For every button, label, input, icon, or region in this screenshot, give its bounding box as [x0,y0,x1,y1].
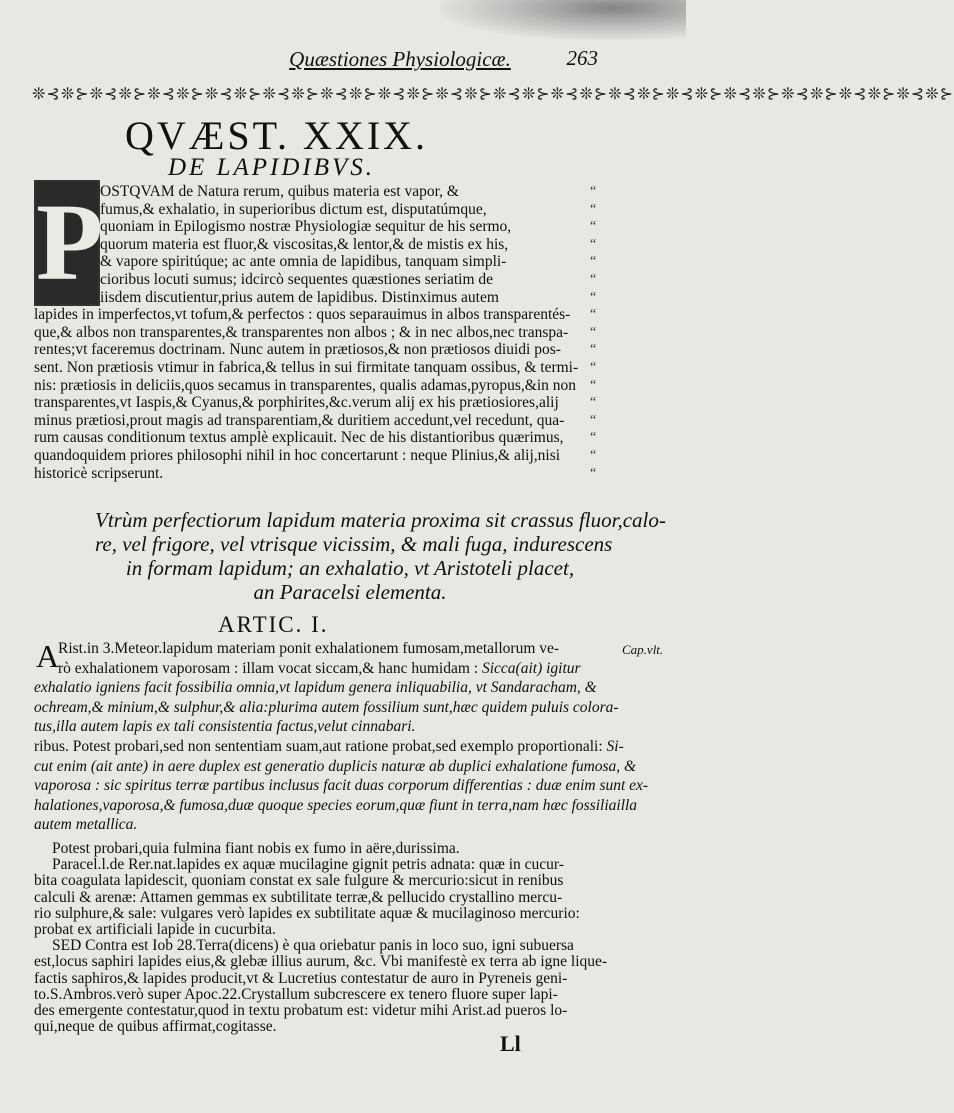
continuation-line: SED Contra est Iob 28.Terra(dicens) è qua oriebatur panis in loco suo, igni subuersa [52,937,574,955]
question-line: re, vel frigore, vel vtrisque vicissim, & mali fuga, indurescens [95,532,613,556]
margin-note: Cap.vlt. [622,642,664,657]
intro-line: sent. Non prætiosis vtimur in fabrica,& tellus in sui firmitate tanquam ossibus, & termi- [34,359,579,376]
intro-line: rum causas conditionum textus amplè explicauit. Nec de his distantioribus quærimus, [34,429,564,447]
intro-line: transparentes,vt Iaspis,& Cyanus,& porphirites,&c.verum alij ex his prætiosiores,alij [34,394,559,412]
signature-mark: Ll [500,1031,521,1056]
continuation-line: factis saphiros,& lapides producit,vt & Lucretius contestatur de auro in Pyreneis geni- [34,969,568,987]
margin-quote-mark: “ [590,377,597,393]
margin-quote-mark: “ [590,184,597,199]
margin-quote-mark: “ [590,307,597,323]
running-head-title: Quæstiones Physiologicæ. [289,47,511,71]
intro-line: minus prætiosi,prout magis ad transparentiam,& duritiem accedunt,vel recedunt, qua- [34,411,565,429]
article-heading: ARTIC. I. [218,612,329,637]
intro-line: quandoquidem priores philosophi nihil in hoc concertarunt : neque Plinius,& alij,nisi [34,447,561,464]
ornament-band: ❊⊰❊⊱❊⊰❊⊱❊⊰❊⊱❊⊰❊⊱❊⊰❊⊱❊⊰❊⊱❊⊰❊⊱❊⊰❊⊱❊⊰❊⊱❊⊰❊⊱❊⊰❊⊱❊⊰❊⊱❊⊰❊⊱❊⊰❊⊱❊⊰❊⊱❊⊰❊⊱ [32,86,954,103]
margin-quote-mark: “ [590,448,597,463]
drop-cap-initial: P [34,180,100,306]
article-italic-text: vaporosa : sic spiritus terræ partibus inclusus facit duas corporum differentias : duæ enim sunt ex- [34,777,649,795]
question-title: QVÆST. XXIX. [125,113,429,158]
continuation-line: est,locus saphiri lapides eius,& glebæ illius aurum, &c. Vbi manifestè ex terra ab igne lique- [34,953,608,971]
article-italic-text: ochream,& minium,& sulphur,& alia:plurima autem fossilium sunt,hæc quidem puluis colora- [34,698,619,716]
article-italic-text: halationes,vaporosa,& fumosa,duæ quoque species eorum,quæ fiunt in terra,nam hæc fossiliailla [34,796,638,814]
article-line [34,814,618,836]
intro-line: cioribus locuti sumus; idcircò sequentes quæstiones seriatim de [100,271,494,288]
question-subtitle: DE LAPIDIBVS. [168,154,376,181]
page-stain [440,0,686,40]
article-roman-text: Rist.in 3.Meteor.lapidum materiam ponit exhalationem fumosam,metallorum ve- [58,640,560,657]
margin-quote-mark: “ [590,360,597,375]
article-italic-text: Sicca(ait) igitur [481,659,581,677]
question-line: in formam lapidum; an exhalatio, vt Aristoteli placet, [125,556,575,580]
intro-line: que,& albos non transparentes,& transparentes non albos ; & in nec albos,nec transpa- [34,323,569,341]
margin-quote-mark: “ [590,236,597,252]
continuation-line: des emergente contestatur,quod in textu probatum est: videtur mihi Arist.ad pueros lo- [34,1002,568,1019]
article-italic-text: exhalatio igniens facit fossibilia omnia,vt lapidum genera inliquabilia, vt Sandaracham, & [34,679,597,697]
continuation-line: probat ex artificiali lapide in cucurbita. [34,921,276,938]
margin-quote-mark: “ [590,395,597,411]
question-line: an Paracelsi elementa. [253,580,447,604]
margin-quote-mark: “ [590,219,597,235]
article-italic-text: tus,illa autem lapis ex tali consistentia factus,velut cinnabari. [34,718,416,736]
continuation-line: qui,neque de quibus affirmat,cogitasse. [34,1018,277,1036]
running-head [200,45,600,73]
intro-line: historicè scripserunt. [34,464,164,482]
intro-line: fumus,& exhalatio, in superioribus dictum est, disputatúmque, [100,200,487,218]
margin-quote-mark: “ [590,254,597,270]
article-initial: A [36,638,60,674]
continuation-line: to.S.Ambros.verò super Apoc.22.Crystallum subcrescere ex tenero fluore super lapi- [34,985,558,1003]
continuation-line: calculi & arenæ: Attamen gemmas ex subtilitate terræ,& pellucido crystallino mercu- [34,888,563,906]
article-italic-text: cut enim (ait ante) in aere duplex est generatio duplicis naturæ ab duplici exhalatione fumosa, & [34,757,637,775]
intro-line: lapides in imperfectos,vt tofum,& perfectos : quos separauimus in albos transparentés- [34,306,571,324]
margin-quote-mark: “ [590,201,597,217]
intro-line: rentes;vt faceremus doctrinam. Nunc autem in prætiosos,& non prætiosos diuidi pos- [34,341,561,359]
continuation-line: bita coagulata lapidescit, quoniam constat ex sale fulgure & mercurio:sicut in renibus [34,872,564,890]
question-line: Vtrùm perfectiorum lapidum materia proxima sit crassus fluor,calo- [95,508,666,532]
intro-line: quorum materia est fluor,& viscositas,& lentor,& de mistis ex his, [100,235,509,253]
margin-quote-mark: “ [590,342,597,358]
intro-line: iisdem discutientur,prius autem de lapidibus. Distinximus autem [100,288,499,306]
article-roman-text: rò exhalationem vaporosam : illam vocat siccam,& hanc humidam : [58,659,482,677]
continuation-line: Paracel.l.de Rer.nat.lapides ex aquæ mucilagine gignit petris adnata: quæ in cucur- [52,856,564,874]
margin-quote-mark: “ [590,465,597,481]
article-italic-text: autem metallica. [34,816,138,834]
intro-line: quoniam in Epilogismo nostræ Physiologiæ sequitur de his sermo, [100,218,512,236]
continuation-line: Potest probari,quia fulmina fiant nobis ex fumo in aëre,durissima. [52,840,460,857]
margin-quote-mark: “ [590,430,597,446]
continuation-line: rio sulphure,& sale: vulgares verò lapides ex subtilitate aquæ & mucilaginoso mercurio: [34,904,580,922]
intro-line: OSTQVAM de Natura rerum, quibus materia est vapor, & [100,183,459,200]
article-roman-text: ribus. Potest probari,sed non sententiam suam,aut ratione probat,sed exemplo proportionali: [34,738,607,755]
margin-quote-mark: “ [590,324,597,340]
intro-line: nis: prætiosis in deliciis,quos secamus in transparentes, qualis adamas,pyropus,&in non [34,376,577,394]
margin-quote-mark: “ [590,272,597,287]
article-italic-text: Si- [606,738,624,755]
margin-quote-mark: “ [590,412,597,428]
page-number: 263 [566,46,598,70]
margin-quote-mark: “ [590,289,597,305]
intro-line: & vapore spiritúque; ac ante omnia de lapidibus, tanquam simpli- [100,253,507,271]
